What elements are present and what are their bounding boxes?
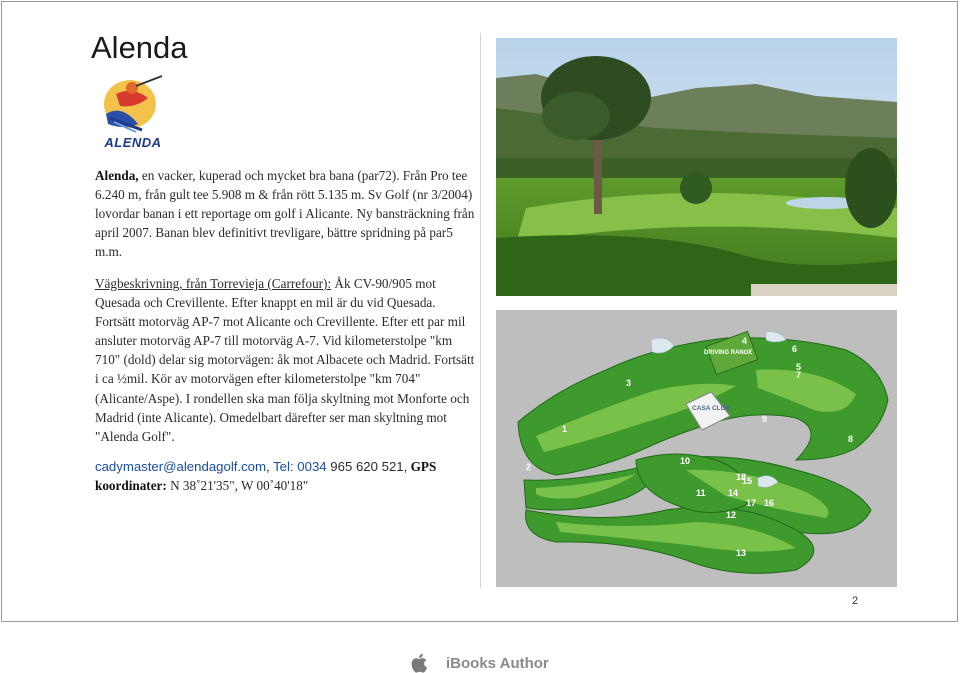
footer-label: iBooks Author: [446, 654, 549, 672]
course-photo: [496, 38, 897, 296]
footer: [410, 650, 549, 673]
tel-number: 965 620 521: [326, 459, 404, 474]
map-casa-club-label: CASA CLUB: [692, 405, 731, 412]
apple-icon: [410, 652, 430, 673]
page-number: 2: [852, 595, 859, 607]
map-hole-14: 14: [728, 488, 739, 498]
map-hole-2: 2: [526, 462, 532, 472]
tel-comma: ,: [403, 459, 408, 474]
tel-prefix: 0034: [293, 459, 327, 474]
map-hole-18: 18: [736, 472, 747, 482]
gps-label: GPS koordinater:: [95, 459, 437, 494]
course-name: Alenda,: [95, 168, 139, 183]
course-description-text: en vacker, kuperad och mycket bra bana (par72). Från Pro tee 6.240 m, från gult tee 5.908 m & från rött 5.135 m. Sv Golf (nr 3/2004) lovordar banan i ett reportage om golf i Alicante. Ny bansträckning från april 2007. Banan blev definitivt trevligare, bättre spridning på par5 m.m.: [95, 168, 475, 260]
map-hole-13: 13: [736, 548, 747, 558]
map-hole-17: 17: [746, 498, 757, 508]
directions: [95, 274, 475, 446]
map-hole-15: 15: [742, 476, 753, 486]
map-hole-12: 12: [726, 510, 737, 520]
map-hole-9: 9: [762, 414, 768, 424]
map-hole-8: 8: [848, 434, 854, 444]
map-hole-1: 1: [562, 424, 568, 434]
map-hole-10: 10: [680, 456, 691, 466]
map-hole-5: 5: [796, 362, 802, 372]
contact-separator: ,: [266, 459, 274, 474]
course-description: [95, 166, 475, 261]
map-hole-6: 6: [792, 344, 798, 354]
map-driving-range-label: DRIVING RANGE: [704, 350, 753, 356]
email-link[interactable]: cadymaster@alendagolf.com: [95, 459, 266, 474]
map-hole-11: 11: [696, 488, 706, 498]
page-title: Alenda: [91, 30, 188, 65]
golfer-logo-icon: [92, 74, 174, 136]
map-hole-16: 16: [764, 498, 775, 508]
map-hole-3: 3: [626, 378, 632, 388]
tel-label: Tel:: [273, 459, 294, 474]
logo-text: ALENDA: [104, 135, 162, 150]
directions-heading: Vägbeskrivning, från Torrevieja (Carrefour):: [95, 276, 332, 291]
course-map: [496, 310, 897, 587]
gps-value: N 38˚21'35", W 00˚40'18": [166, 478, 309, 494]
directions-text: Åk CV-90/905 mot Quesada och Crevillente. Efter knappt en mil är du vid Quesada. Fortsätt motorväg AP-7 mot Alicante och Crevillente. Efter ett par mil ansluter motorväg AP-7 till motorväg A-7. Vid kilometerstolpe "km 710" (dold) delar sig motorvägen: åk mot Albacete och Madrid. Fortsätt i ca ½mil. Kör av motorvägen efter kilometerstolpe "km 704" (Alicante/Aspe). I rondellen ska man följa skyltning mot Monforte och Madrid (inte Alicante). Omedelbart därefter ser man skyltning mot "Alenda Golf".: [95, 276, 475, 444]
map-hole-7: 7: [796, 370, 802, 380]
column-divider: [480, 33, 481, 588]
contact-info: [95, 457, 475, 495]
alenda-logo: [92, 74, 174, 152]
map-hole-4: 4: [742, 336, 748, 346]
